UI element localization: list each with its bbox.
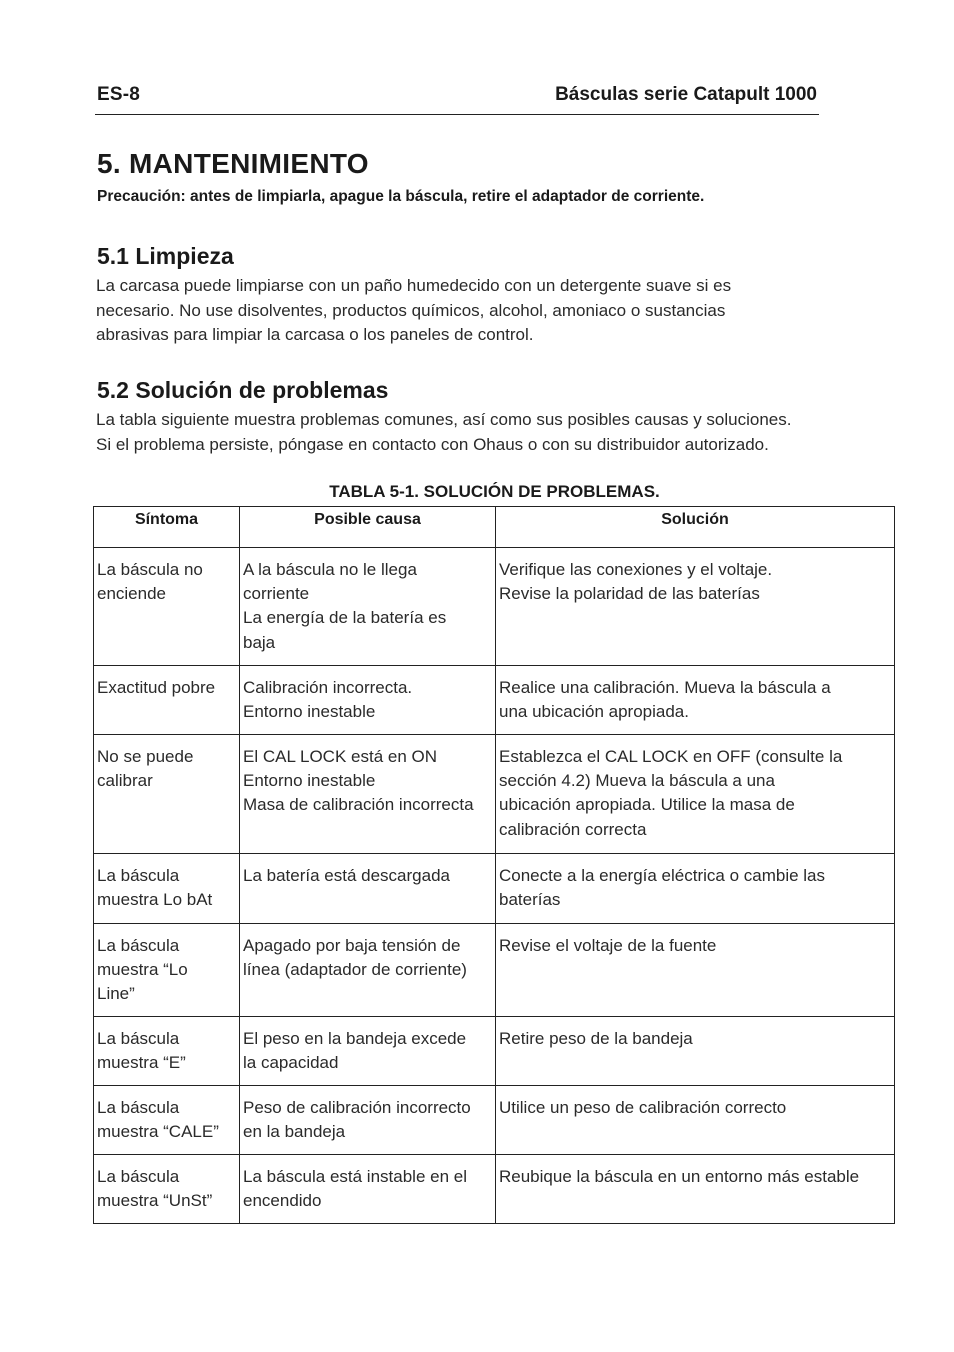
- header-cause: Posible causa: [240, 507, 496, 548]
- cell-line: Retire peso de la bandeja: [499, 1029, 693, 1048]
- table-row: [94, 1086, 895, 1155]
- cell-line: en la bandeja: [243, 1122, 346, 1142]
- cell-line: la capacidad: [243, 1053, 339, 1073]
- cell-cause: [240, 1086, 496, 1155]
- cell-line: La báscula: [97, 1167, 180, 1186]
- cell-line: muestra “E”: [97, 1053, 186, 1073]
- paragraph-line: abrasivas para limpiar la carcasa o los paneles de control.: [96, 325, 534, 344]
- cell-line: Revise la polaridad de las baterías: [499, 584, 760, 604]
- cell-line: La energía de la batería es: [243, 608, 447, 628]
- cell-line: Establezca el CAL LOCK en OFF (consulte la: [499, 747, 843, 766]
- cell-line: muestra “Lo: [97, 960, 188, 980]
- cell-solution: [496, 1155, 895, 1224]
- cell-line: sección 4.2) Mueva la báscula a una: [499, 771, 775, 791]
- cell-line: Realice una calibración. Mueva la báscula a: [499, 678, 831, 697]
- cell-cause: [240, 735, 496, 854]
- cell-symptom: [94, 854, 240, 924]
- table-row: [94, 1017, 895, 1086]
- cell-symptom: [94, 1155, 240, 1224]
- cell-cause: [240, 548, 496, 666]
- cell-line: Calibración incorrecta.: [243, 678, 413, 697]
- cell-line: La báscula está instable en el: [243, 1167, 467, 1186]
- cell-solution: [496, 1086, 895, 1155]
- cell-line: calibrar: [97, 771, 153, 791]
- cell-solution: [496, 924, 895, 1017]
- cell-solution: [496, 735, 895, 854]
- cell-solution: [496, 666, 895, 735]
- cleaning-heading: 5.1 Limpieza: [97, 243, 234, 269]
- cell-line: Reubique la báscula en un entorno más estable: [499, 1167, 860, 1186]
- header-solution: Solución: [496, 507, 895, 548]
- table-header-row: [94, 507, 895, 548]
- cell-line: corriente: [243, 584, 310, 604]
- cell-line: Entorno inestable: [243, 702, 376, 722]
- table-row: [94, 666, 895, 735]
- caution-note: Precaución: antes de limpiarla, apague la báscula, retire el adaptador de corriente.: [97, 188, 705, 205]
- table-row: [94, 735, 895, 854]
- cell-line: La báscula: [97, 866, 180, 885]
- cell-symptom: [94, 666, 240, 735]
- table-row: [94, 854, 895, 924]
- cell-line: muestra “CALE”: [97, 1122, 219, 1142]
- cell-symptom: [94, 1086, 240, 1155]
- section-title: 5. MANTENIMIENTO: [97, 148, 369, 179]
- cell-line: Revise el voltaje de la fuente: [499, 936, 717, 955]
- cell-cause: [240, 1155, 496, 1224]
- cell-line: calibración correcta: [499, 819, 647, 839]
- cell-symptom: [94, 735, 240, 854]
- cell-line: A la báscula no le llega: [243, 560, 417, 579]
- cell-line: Apagado por baja tensión de: [243, 936, 461, 955]
- cell-line: La báscula: [97, 936, 180, 955]
- cell-line: baterías: [499, 890, 561, 910]
- cell-line: enciende: [97, 584, 167, 604]
- paragraph-line: La carcasa puede limpiarse con un paño humedecido con un detergente suave si es: [96, 276, 732, 295]
- cell-symptom: [94, 1017, 240, 1086]
- cell-line: La báscula no: [97, 560, 203, 579]
- cell-line: La batería está descargada: [243, 866, 450, 885]
- cell-cause: [240, 854, 496, 924]
- cell-line: No se puede: [97, 747, 194, 766]
- paragraph-line: necesario. No use disolventes, productos químicos, alcohol, amoniaco o sustancias: [96, 300, 726, 320]
- cell-symptom: [94, 924, 240, 1017]
- cell-line: Entorno inestable: [243, 771, 376, 791]
- cell-cause: [240, 666, 496, 735]
- cell-line: Utilice un peso de calibración correcto: [499, 1098, 787, 1117]
- table-row: [94, 924, 895, 1017]
- cell-line: La báscula: [97, 1098, 180, 1117]
- cleaning-paragraph: [96, 274, 876, 348]
- cell-cause: [240, 1017, 496, 1086]
- cell-solution: [496, 548, 895, 666]
- cell-line: Masa de calibración incorrecta: [243, 795, 474, 815]
- page-header: [95, 84, 819, 115]
- cell-line: Verifique las conexiones y el voltaje.: [499, 560, 773, 579]
- cell-solution: [496, 854, 895, 924]
- paragraph-line: Si el problema persiste, póngase en contacto con Ohaus o con su distribuidor autorizado.: [96, 434, 769, 454]
- table-row: [94, 1155, 895, 1224]
- cell-line: Peso de calibración incorrecto: [243, 1098, 471, 1117]
- cell-line: ubicación apropiada. Utilice la masa de: [499, 795, 795, 815]
- cell-line: muestra “UnSt”: [97, 1191, 213, 1211]
- cell-line: encendido: [243, 1191, 322, 1211]
- cell-line: El peso en la bandeja excede: [243, 1029, 467, 1048]
- page-number: ES-8: [97, 84, 141, 105]
- cell-line: El CAL LOCK está en ON: [243, 747, 438, 766]
- cell-cause: [240, 924, 496, 1017]
- table-caption: TABLA 5-1. SOLUCIÓN DE PROBLEMAS.: [329, 482, 660, 501]
- paragraph-line: La tabla siguiente muestra problemas comunes, así como sus posibles causas y soluciones.: [96, 410, 792, 429]
- troubleshooting-paragraph: [96, 408, 876, 457]
- header-symptom: Síntoma: [94, 507, 240, 548]
- cell-line: línea (adaptador de corriente): [243, 960, 467, 980]
- cell-symptom: [94, 548, 240, 666]
- cell-line: muestra Lo bAt: [97, 890, 213, 910]
- cell-line: La báscula: [97, 1029, 180, 1048]
- table-row: [94, 548, 895, 666]
- cell-line: Line”: [97, 984, 135, 1004]
- document-title: Básculas serie Catapult 1000: [555, 84, 817, 105]
- cell-line: una ubicación apropiada.: [499, 702, 689, 722]
- troubleshooting-heading: 5.2 Solución de problemas: [97, 377, 389, 403]
- cell-solution: [496, 1017, 895, 1086]
- cell-line: Conecte a la energía eléctrica o cambie las: [499, 866, 826, 885]
- troubleshooting-table: [93, 506, 895, 1224]
- cell-line: baja: [243, 632, 276, 652]
- cell-line: Exactitud pobre: [97, 678, 216, 697]
